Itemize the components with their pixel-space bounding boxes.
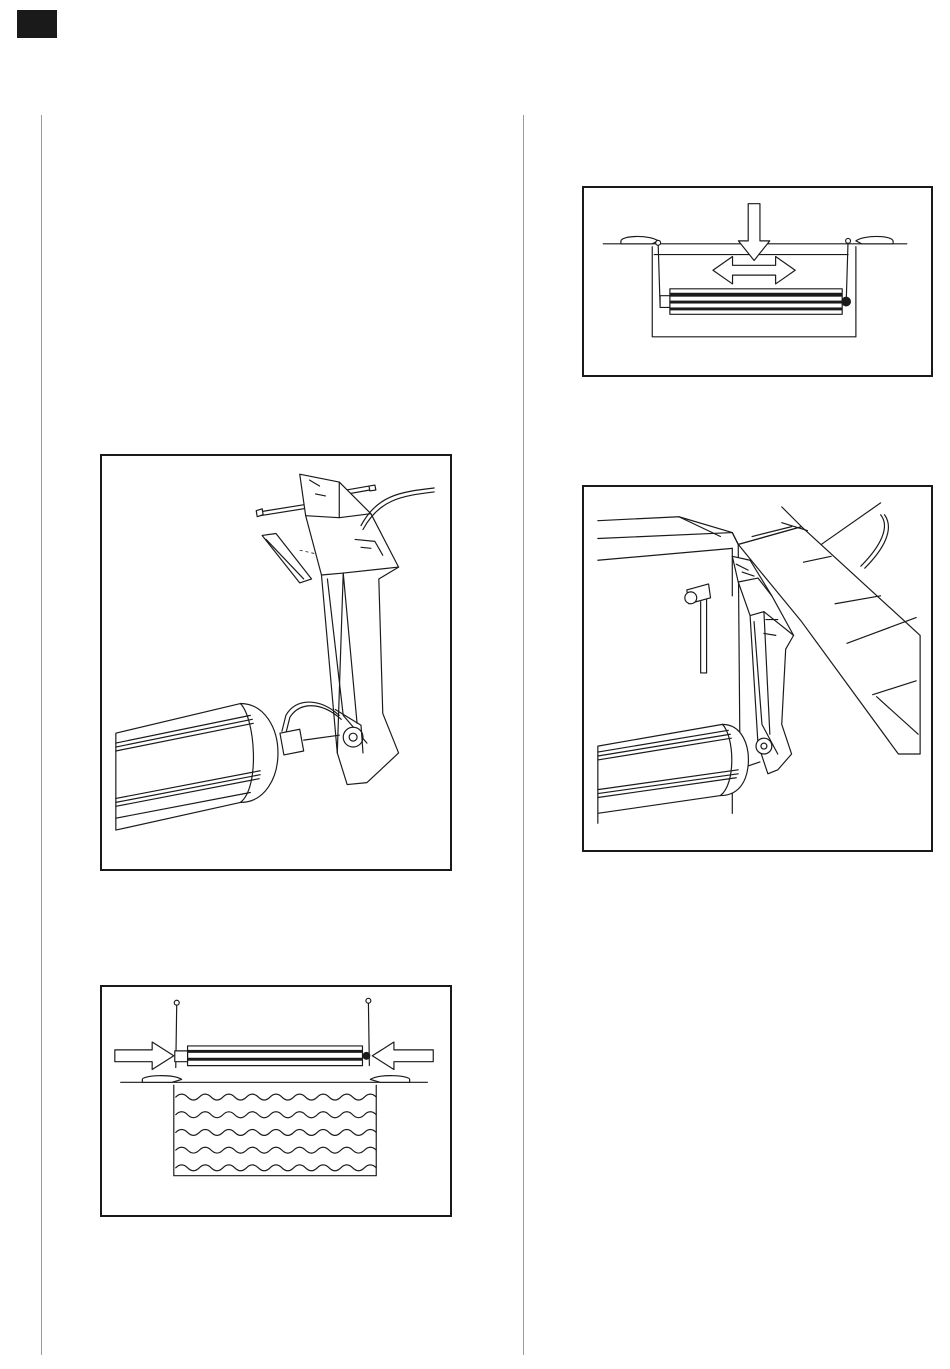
roller-tube-icon xyxy=(116,704,278,831)
poolside-installed-roller-illustration xyxy=(584,487,931,850)
roller-centering-arrows-illustration xyxy=(584,188,931,375)
arrow-right-icon xyxy=(115,1042,174,1070)
roller-tube-icon xyxy=(598,724,760,823)
arrow-down-icon xyxy=(738,204,769,261)
arrow-left-icon xyxy=(372,1042,433,1070)
roller-tube-icon xyxy=(660,289,851,314)
section-tab-marker xyxy=(17,10,57,38)
pool-water-icon xyxy=(174,1085,376,1175)
figure-roller-insertion xyxy=(100,985,452,1217)
center-column-rule xyxy=(523,115,524,1355)
locking-clip-icon xyxy=(262,533,311,582)
roller-tube-icon xyxy=(175,1046,371,1066)
wall-bracket-exploded-illustration xyxy=(102,456,450,869)
figure-poolside-installed xyxy=(582,485,933,852)
screw-icon xyxy=(256,504,309,517)
figure-roller-centering xyxy=(582,186,933,377)
locking-key-icon xyxy=(685,584,711,673)
roller-insertion-arrows-illustration xyxy=(102,987,450,1215)
figure-bracket-mounting xyxy=(100,454,452,871)
left-column-rule xyxy=(41,115,42,1355)
